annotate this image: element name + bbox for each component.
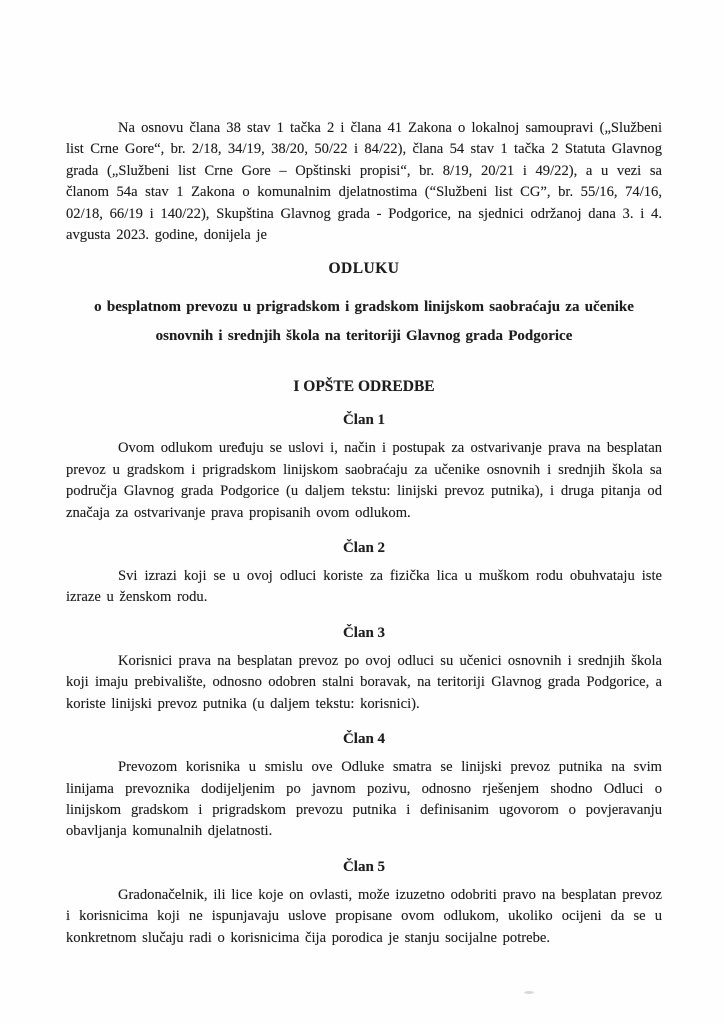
document-title: ODLUKU [328,260,400,278]
article-1-text: Ovom odlukom uređuju se uslovi i, način i postupak za ostvarivanje prava na besplatan prevoz u gradskom i prigradskom linijskom saobraćaju za učenike osnovnih i srednjih škola sa područja Glavnog grada Podgorice (u daljem tekstu: linijski prevoz putnika), i druga pitanja od značaja za ostvarivanje prava propisanih ovom odlukom. [66,440,662,521]
document-subtitle: o besplatnom prevozu u prigradskom i gradskom linijskom saobraćaju za učenike osnovnih i srednjih škola na teritoriji Glavnog grada Podgorice [94,299,634,345]
article-5-text: Gradonačelnik, ili lice koje on ovlasti, može izuzetno odobriti pravo na besplatan prevoz i korisnicima koji ne ispunjavaju uslove propisane ovom odlukom, ukoliko ocijeni da se u konkretnom slučaju radi o korisnicima čija porodica je stanju socijalne potrebe. [66,886,662,946]
article-5 [66,859,662,949]
article-5-heading: Član 5 [342,858,386,875]
article-1 [66,412,662,524]
article-3 [66,625,662,715]
article-1-heading: Član 1 [342,412,386,429]
article-2-heading: Član 2 [342,540,386,557]
section-heading-general-provisions: I OPŠTE ODREDBE [293,378,435,396]
preamble-paragraph: Na osnovu člana 38 stav 1 tačka 2 i člana 41 Zakona o lokalnoj samoupravi („Službeni list Crne Gore“, br. 2/18, 34/19, 38/20, 50/22 i 84/22), člana 54 stav 1 tačka 2 Statuta Glavnog grada („Službeni list Crne Gore – Opštinski propisi“, br. 8/19, 20/21 i 49/22), a u vezi sa članom 54a stav 1 Zakona o komunalnim djelatnostima (“Službeni list CG”, br. 55/16, 74/16, 02/18, 66/19 i 140/22), Skupština Glavnog grada - Podgorice, na sjednici održanoj dana 3. i 4. avgusta 2023. godine, donijela je [66,120,662,244]
article-4-text: Prevozom korisnika u smislu ove Odluke smatra se linijski prevoz putnika na svim linijama prevoznika dodijeljenim po javnom pozivu, odnosno rješenjem shodno Odluci o linijskom gradskom i prigradskom prevozu putnika i definisanim ugovorom o povjeravanju obavljanja komunalnih djelatnosti. [66,759,662,840]
article-2 [66,540,662,609]
document-content [66,118,662,949]
article-3-text: Korisnici prava na besplatan prevoz po ovoj odluci su učenici osnovnih i srednjih škola koji imaju prebivalište, odnosno odobren stalni boravak, na teritoriji Glavnog grada Podgorice, a koriste linijski prevoz putnika (u daljem tekstu: korisnici). [66,652,662,712]
article-4-heading: Član 4 [342,731,386,748]
article-3-heading: Član 3 [342,624,386,641]
scan-artifact-smudge [524,991,534,994]
article-4 [66,731,662,843]
article-2-text: Svi izrazi koji se u ovoj odluci koriste za fizička lica u muškom rodu obuhvataju iste izraze u ženskom rodu. [66,568,662,606]
